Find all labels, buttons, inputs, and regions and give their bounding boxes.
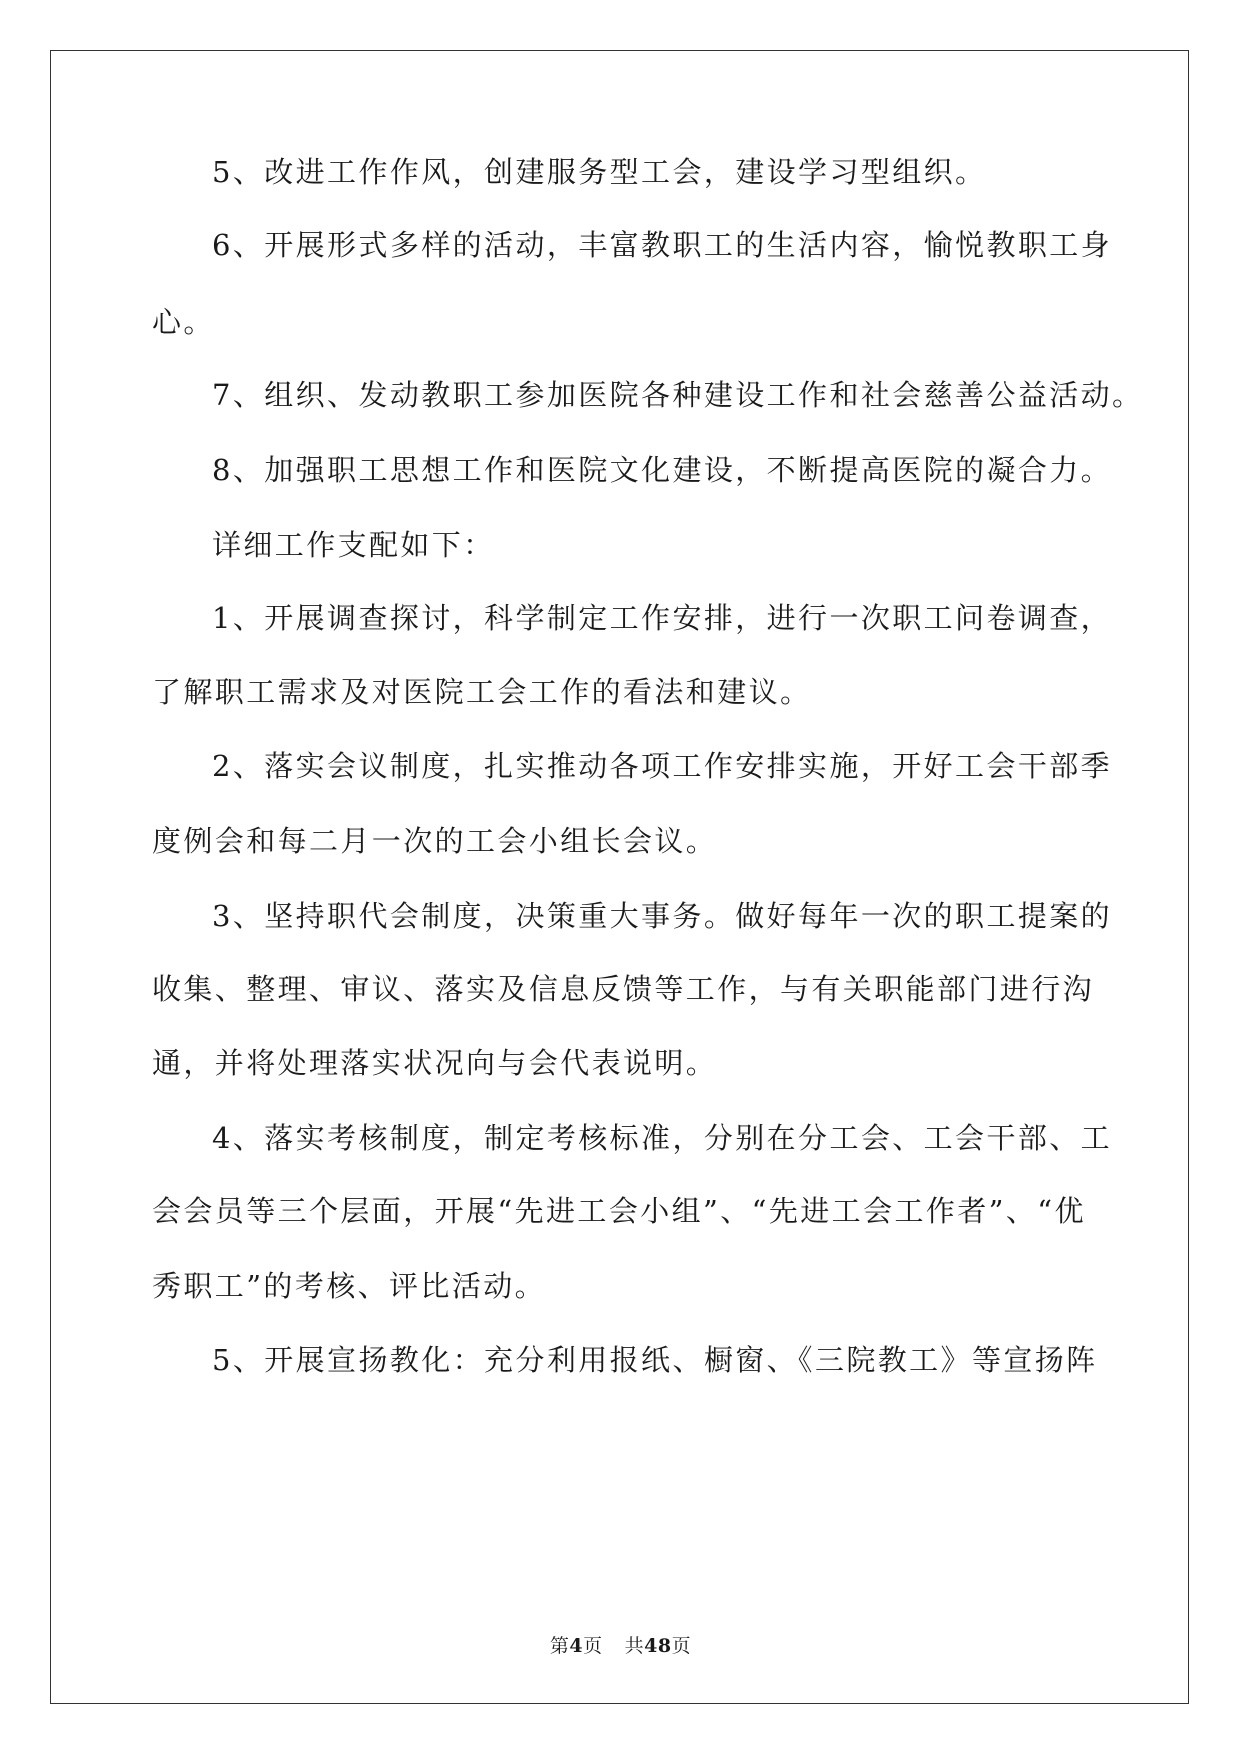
paragraph-line: 8、加强职工思想工作和医院文化建设，不断提高医院的凝合力。 (212, 453, 1113, 487)
paragraph-line: 心。 (152, 305, 215, 339)
paragraph-line: 2、落实会议制度，扎实推动各项工作安排实施，开好工会干部季 (212, 749, 1113, 783)
paragraph-line: 通，并将处理落实状况向与会代表说明。 (152, 1046, 718, 1080)
footer-total-prefix: 共 (624, 1635, 645, 1657)
paragraph-line: 会会员等三个层面，开展“先进工会小组”、“先进工会工作者”、“优 (152, 1194, 1086, 1228)
footer-page-suffix: 页 (583, 1635, 603, 1657)
paragraph-line: 4、落实考核制度，制定考核标准，分别在分工会、工会干部、工 (212, 1121, 1113, 1155)
current-page-number: 4 (569, 1635, 584, 1657)
paragraph-line: 5、改进工作作风，创建服务型工会，建设学习型组织。 (212, 155, 987, 189)
footer-prefix: 第 (549, 1635, 570, 1657)
page-footer (0, 1634, 1241, 1658)
paragraph-line: 详细工作支配如下： (212, 528, 495, 562)
paragraph-line: 6、开展形式多样的活动，丰富教职工的生活内容，愉悦教职工身 (212, 228, 1113, 262)
paragraph-line: 5、开展宣扬教化：充分利用报纸、橱窗、《三院教工》等宣扬阵 (212, 1343, 1098, 1377)
paragraph-line: 了解职工需求及对医院工会工作的看法和建议。 (152, 675, 812, 709)
page-border (50, 50, 1189, 1704)
paragraph-line: 7、组织、发动教职工参加医院各种建设工作和社会慈善公益活动。 (212, 378, 1144, 412)
paragraph-line: 秀职工”的考核、评比活动。 (152, 1269, 547, 1303)
paragraph-line: 收集、整理、审议、落实及信息反馈等工作，与有关职能部门进行沟 (152, 972, 1095, 1006)
paragraph-line: 1、开展调查探讨，科学制定工作安排，进行一次职工问卷调查， (212, 601, 1113, 635)
paragraph-line: 3、坚持职代会制度，决策重大事务。做好每年一次的职工提案的 (212, 899, 1113, 933)
total-page-count: 48 (644, 1635, 672, 1657)
paragraph-line: 度例会和每二月一次的工会小组长会议。 (152, 824, 718, 858)
footer-total-suffix: 页 (671, 1635, 692, 1657)
